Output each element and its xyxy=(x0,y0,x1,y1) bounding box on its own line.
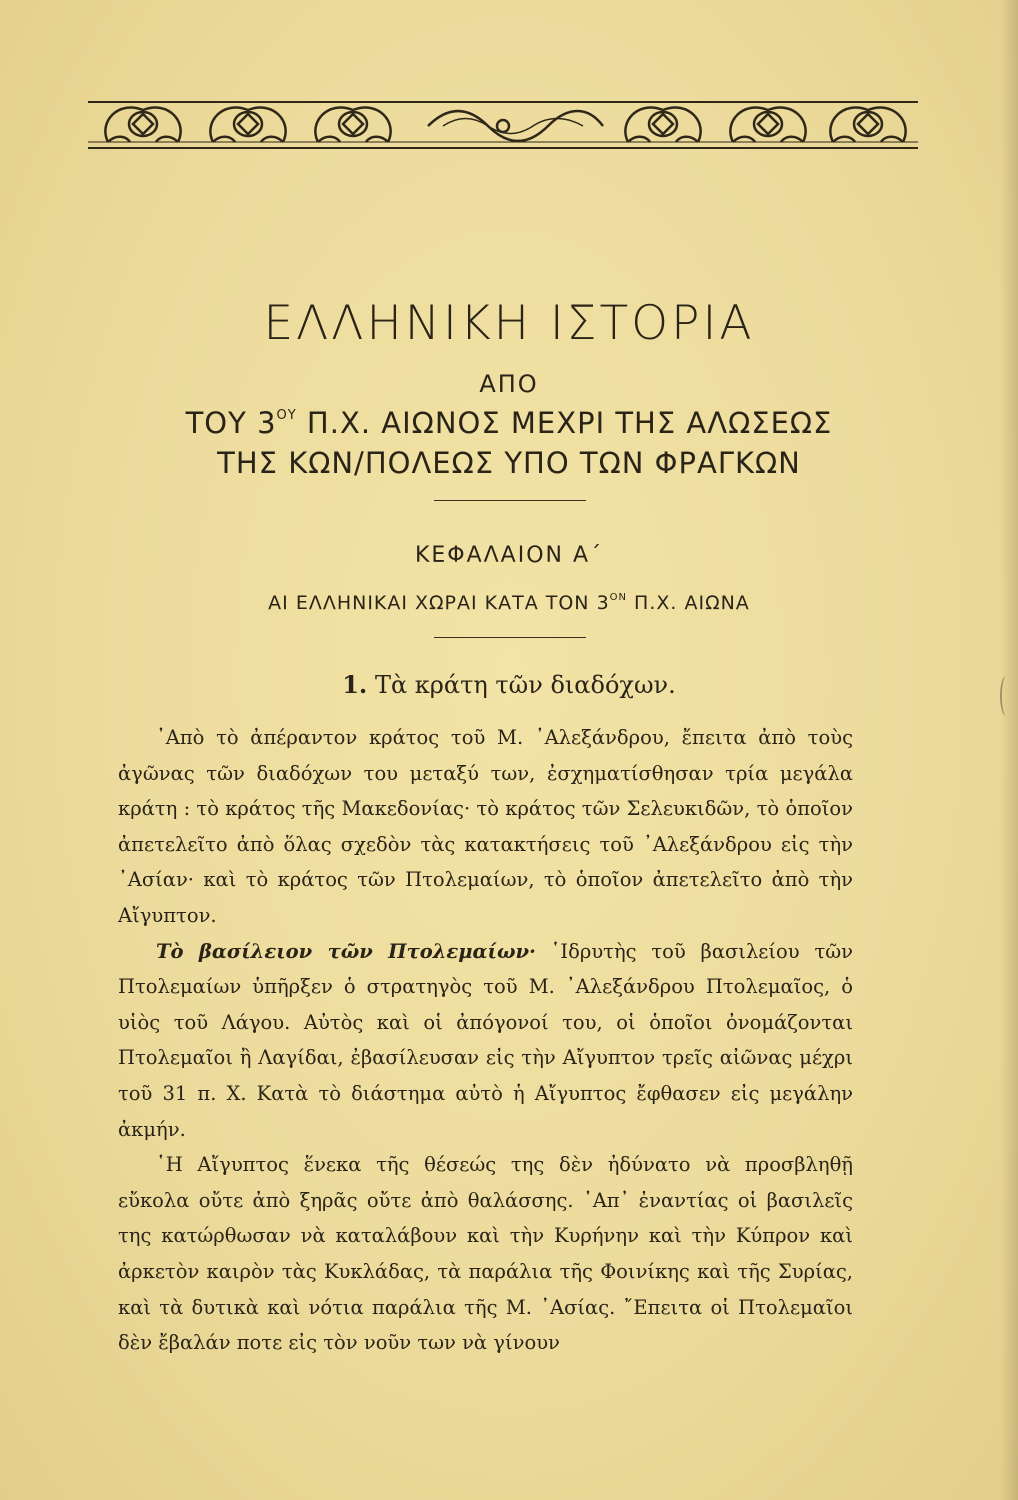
decorative-headpiece-icon xyxy=(88,92,918,154)
divider-rule xyxy=(434,637,586,638)
book-title: ΕΛΛΗΝΙΚΗ ΙΣΤΟΡΙΑ xyxy=(263,296,755,351)
chapter-subheading: ΑΙ ΕΛΛΗΝΙΚΑΙ ΧΩΡΑΙ ΚΑΤΑ ΤΟΝ $3^{ON}$ Π.Χ. ΑΙΩΝΑ xyxy=(268,592,750,614)
title-line-1: ΤΟΥ $3^{O\Upsilon}$ Π.Χ. ΑΙΩΝΟΣ ΜΕΧΡΙ ΤΗΣ ΑΛΩΣΕΩΣ xyxy=(185,406,833,440)
chapter-heading: ΚΕΦΑΛΑΙΟΝ Α΄ xyxy=(414,543,604,568)
title-apo: ΑΠΟ xyxy=(479,370,539,398)
paragraph: Τὸ βασίλειον τῶν Πτολεμαίων· ῾Ιδρυτὴς τοῦ βασιλείου τῶν Πτολεμαίων ὑπῆρξεν ὁ στρατηγὸς τοῦ Μ. ᾿Αλεξάνδρου Πτολεμαῖος, ὁ υἱὸς τοῦ Λάγου. Αὐτὸς καὶ οἱ ἀπόγονοί του, οἱ ὁποῖοι ὀνομάζονται Πτολεμαῖοι ἢ Λαγίδαι, ἐβασίλευσαν εἰς τὴν Αἴγυπτον τρεῖς αἰῶνας μέχρι τοῦ 31 π. Χ. Κατὰ τὸ διάστημα αὐτὸ ἡ Αἴγυπτος ἔφθασεν εἰς μεγάλην ἀκμήν. xyxy=(118,939,853,1141)
paragraph-lead: Τὸ βασίλειον τῶν Πτολεμαίων· xyxy=(156,939,536,963)
paragraph: ᾿Απὸ τὸ ἀπέραντον κράτος τοῦ Μ. ᾿Αλεξάνδρου, ἔπειτα ἀπὸ τοὺς ἀγῶνας τῶν διαδόχων του μεταξύ των, ἐσχηματίσθησαν τρία μεγάλα κράτη : τὸ κράτος τῆς Μακεδονίας· τὸ κράτος τῶν Σελευκιδῶν, τὸ ὁποῖον ἀπετελεῖτο ἀπὸ ὅλας σχεδὸν τὰς κατακτήσεις τοῦ ᾿Αλεξάνδρου εἰς τὴν ᾿Ασίαν· καὶ τὸ κράτος τῶν Πτολεμαίων, τὸ ὁποῖον ἀπετελεῖτο ἀπὸ τὴν Αἴγυπτον. xyxy=(118,726,853,927)
divider-rule xyxy=(434,500,586,501)
body-text xyxy=(118,720,853,1361)
title-line-2: ΤΗΣ ΚΩΝ/ΠΟΛΕΩΣ ΥΠΟ ΤΩΝ ΦΡΑΓΚΩΝ xyxy=(217,446,801,480)
paragraph: ῾Η Αἴγυπτος ἕνεκα τῆς θέσεώς της δὲν ἠδύνατο νὰ προσβληθῇ εὔκολα οὔτε ἀπὸ ξηρᾶς οὔτε ἀπὸ θαλάσσης. ᾿Απ᾿ ἐναντίας οἱ βασιλεῖς της κατώρθωσαν νὰ καταλάβουν καὶ τὴν Κυρήνην καὶ τὴν Κύπρον καὶ ἀρκετὸν καιρὸν τὰς Κυκλάδας, τὰ παράλια τῆς Φοινίκης καὶ τῆς Συρίας, καὶ τὰ δυτικὰ καὶ νότια παράλια τῆς Μ. ᾿Ασίας. ῎Επειτα οἱ Πτολεμαῖοι δὲν ἔβαλάν ποτε εἰς τὸν νοῦν των νὰ γίνουν xyxy=(118,1153,853,1355)
section-number: 1. xyxy=(342,670,368,699)
section-title-text: Τὰ κράτη τῶν διαδόχων. xyxy=(374,671,676,699)
page-edge-shadow xyxy=(1000,0,1018,1500)
section-heading xyxy=(0,670,1018,699)
